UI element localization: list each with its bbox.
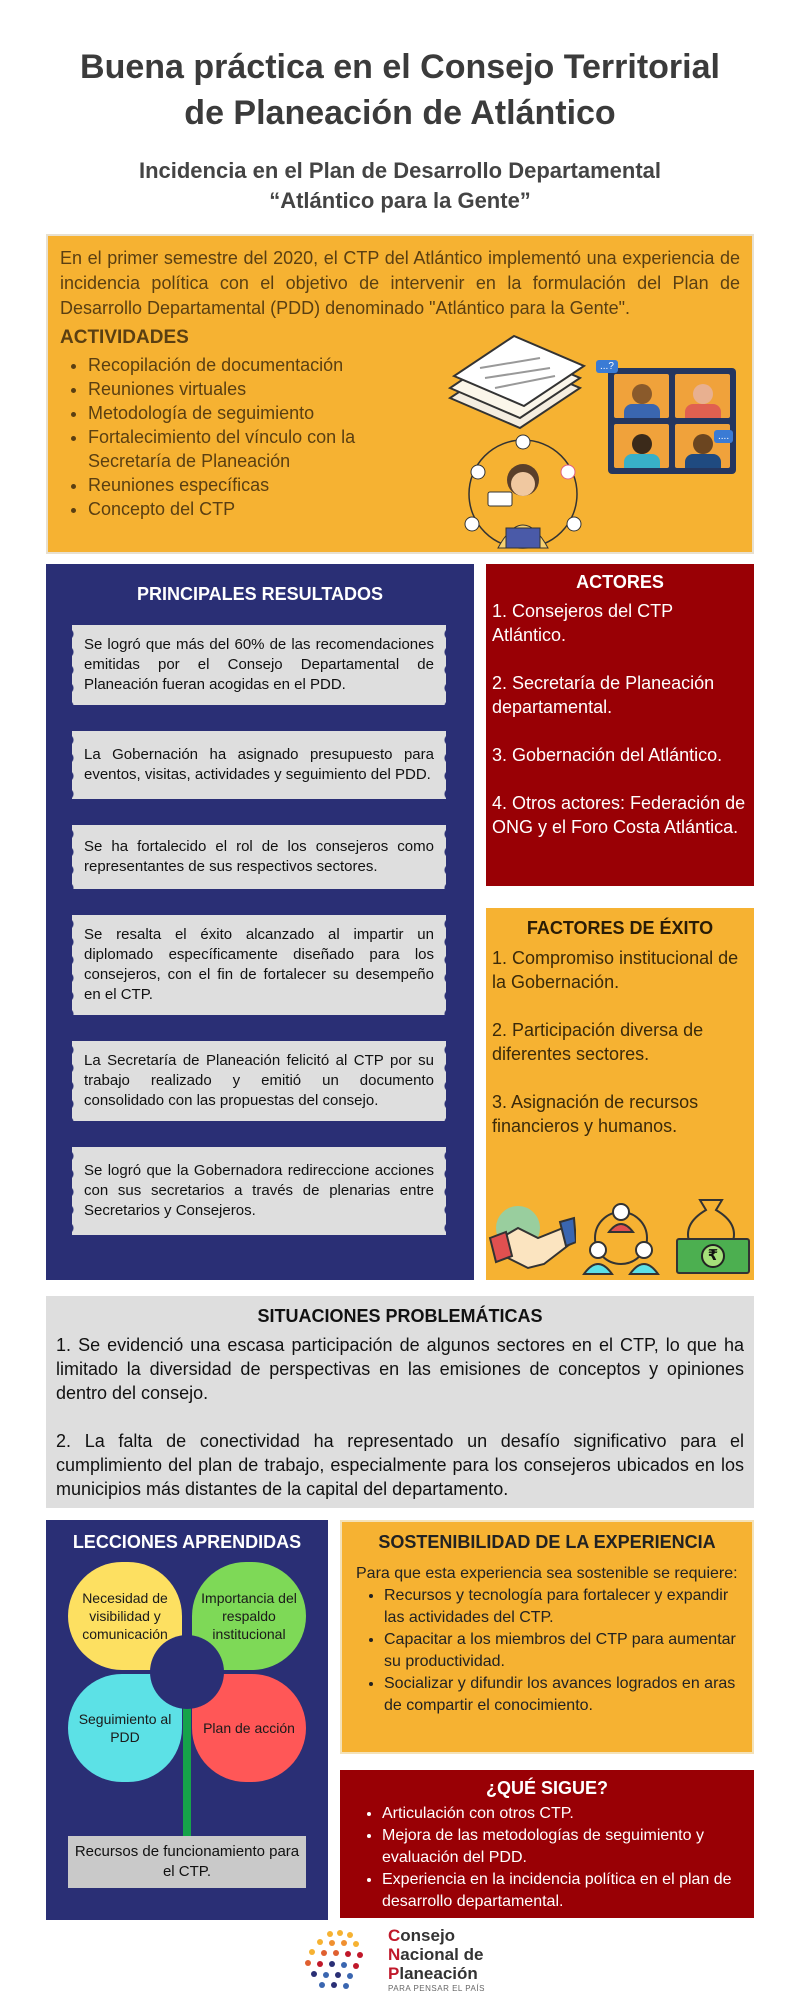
documents-stack-icon bbox=[440, 328, 590, 438]
sustainability-section bbox=[340, 1520, 754, 1754]
logo-word: onsejo bbox=[400, 1926, 456, 1945]
actor-item: 2. Secretaría de Planeación departamental. bbox=[492, 673, 715, 717]
list-item: • Reuniones virtuales bbox=[88, 377, 420, 401]
logo-name bbox=[388, 1926, 483, 1983]
list-item: • Socializar y difundir los avances logrados en aras de compartir el conocimiento. bbox=[384, 1673, 738, 1717]
problems-heading: SITUACIONES PROBLEMÁTICAS bbox=[257, 1306, 543, 1326]
factors-section bbox=[486, 908, 754, 1280]
logo-tagline: PARA PENSAR EL PAÍS bbox=[388, 1984, 485, 1993]
factor-item: 1. Compromiso institucional de la Gobernación. bbox=[492, 948, 739, 992]
result-card: Se logró que la Gobernadora redireccione acciones con sus secretarios a través de plenarias entre Secretarios y Consejeros. bbox=[72, 1147, 446, 1235]
title-line-1: Buena práctica en el Consejo Territorial bbox=[80, 48, 720, 86]
results-heading: PRINCIPALES RESULTADOS bbox=[136, 584, 383, 604]
subtitle-line-2: “Atlántico para la Gente” bbox=[269, 188, 531, 213]
subtitle-line-1: Incidencia en el Plan de Desarrollo Departamental bbox=[138, 158, 662, 183]
list-item: • Articulación con otros CTP. bbox=[382, 1803, 740, 1825]
logo-initial: C bbox=[388, 1926, 401, 1945]
factor-item: 2. Participación diversa de diferentes sectores. bbox=[492, 1020, 704, 1064]
list-item: • Metodología de seguimiento bbox=[88, 401, 420, 425]
result-card: La Gobernación ha asignado presupuesto para eventos, visitas, actividades y seguimiento del PDD. bbox=[72, 731, 446, 799]
result-card: Se ha fortalecido el rol de los consejeros como representantes de sus respectivos sectores. bbox=[72, 825, 446, 889]
activities-list bbox=[60, 353, 420, 521]
page-title bbox=[40, 44, 760, 136]
actor-item: 4. Otros actores: Federación de ONG y el Foro Costa Atlántica. bbox=[492, 793, 746, 837]
money-icon bbox=[670, 1198, 752, 1278]
lessons-heading: LECCIONES APRENDIDAS bbox=[72, 1532, 302, 1552]
sustainability-heading: SOSTENIBILIDAD DE LA EXPERIENCIA bbox=[378, 1532, 716, 1552]
lessons-base: Recursos de funcionamiento para el CTP. bbox=[68, 1836, 306, 1888]
problem-item: 2. La falta de conectividad ha representado un desafío significativo para el cumplimiento del plan de trabajo, especialmente para los consejeros ubicados en los municipios más distantes de la capital del departamento. bbox=[56, 1431, 744, 1499]
woman-laptop-icon bbox=[458, 432, 588, 550]
sustainability-list bbox=[356, 1585, 738, 1717]
list-item: • Experiencia en la incidencia política en el plan de desarrollo departamental. bbox=[382, 1869, 740, 1913]
logo-initial: P bbox=[388, 1964, 400, 1983]
list-item: • Fortalecimiento del vínculo con la Secretaría de Planeación bbox=[88, 425, 420, 473]
petal-label: Importancia del respaldo institucional bbox=[201, 1590, 297, 1642]
problems-section bbox=[46, 1296, 754, 1508]
actors-heading: ACTORES bbox=[576, 572, 664, 592]
logo-word: acional de bbox=[400, 1945, 484, 1964]
factor-item: 3. Asignación de recursos financieros y humanos. bbox=[492, 1092, 699, 1136]
intro-text: En el primer semestre del 2020, el CTP del Atlántico implementó una experiencia de incidencia política con el objetivo de intervenir en la formulación del Plan de Desarrollo Departamental (PDD) denominado "Atlántico para la Gente". bbox=[60, 248, 740, 318]
results-section bbox=[46, 564, 474, 1280]
actors-section bbox=[486, 564, 754, 886]
logo-dots-icon bbox=[300, 1928, 384, 1990]
logo-initial: N bbox=[388, 1945, 401, 1964]
chat-bubble-icon: .... bbox=[714, 430, 733, 443]
next-steps-list bbox=[354, 1803, 740, 1913]
lessons-section bbox=[46, 1520, 328, 1920]
team-icon bbox=[578, 1198, 664, 1278]
next-steps-heading: ¿QUÉ SIGUE? bbox=[485, 1778, 608, 1798]
result-card: Se resalta el éxito alcanzado al impartir un diplomado específicamente diseñado para los consejeros, con el fin de fortalecer su desempeño en el CTP. bbox=[72, 915, 446, 1015]
actor-item: 3. Gobernación del Atlántico. bbox=[492, 745, 723, 765]
activities-heading: ACTIVIDADES bbox=[60, 327, 189, 348]
list-item: • Reuniones específicas bbox=[88, 473, 420, 497]
list-item: • Mejora de las metodologías de seguimiento y evaluación del PDD. bbox=[382, 1825, 740, 1869]
actor-item: 1. Consejeros del CTP Atlántico. bbox=[492, 601, 673, 645]
petal-label: Plan de acción bbox=[203, 1720, 295, 1736]
list-item: • Recursos y tecnología para fortalecer y expandir las actividades del CTP. bbox=[384, 1585, 738, 1629]
list-item: • Recopilación de documentación bbox=[88, 353, 420, 377]
petal-label: Seguimiento al PDD bbox=[78, 1711, 172, 1745]
handshake-icon bbox=[488, 1198, 576, 1278]
sustainability-intro: Para que esta experiencia sea sostenible se requiere: bbox=[356, 1565, 738, 1582]
result-card: La Secretaría de Planeación felicitó al CTP por su trabajo realizado y emitió un documento consolidado con las propuestas del consejo. bbox=[72, 1041, 446, 1121]
video-call-icon bbox=[608, 368, 736, 474]
title-line-2: de Planeación de Atlántico bbox=[184, 94, 616, 132]
problem-item: 1. Se evidenció una escasa participación de algunos sectores en el CTP, lo que ha limitado la diversidad de perspectivas en las emisiones de conceptos y opiniones dentro del consejo. bbox=[56, 1335, 744, 1403]
list-item: • Concepto del CTP bbox=[88, 497, 420, 521]
intro-section bbox=[46, 234, 754, 554]
currency-symbol: ₹ bbox=[701, 1244, 725, 1268]
factors-heading: FACTORES DE ÉXITO bbox=[526, 918, 714, 938]
logo-word: laneación bbox=[399, 1964, 478, 1983]
flower-center bbox=[150, 1635, 224, 1709]
list-item: • Capacitar a los miembros del CTP para aumentar su productividad. bbox=[384, 1629, 738, 1673]
next-steps-section bbox=[340, 1770, 754, 1918]
result-card: Se logró que más del 60% de las recomendaciones emitidas por el Consejo Departamental de Planeación fueran acogidas en el PDD. bbox=[72, 625, 446, 705]
petal-label: Necesidad de visibilidad y comunicación bbox=[82, 1590, 168, 1642]
page-subtitle bbox=[40, 156, 760, 216]
footer-logo bbox=[300, 1924, 540, 1994]
chat-bubble-icon: ...? bbox=[596, 360, 618, 373]
